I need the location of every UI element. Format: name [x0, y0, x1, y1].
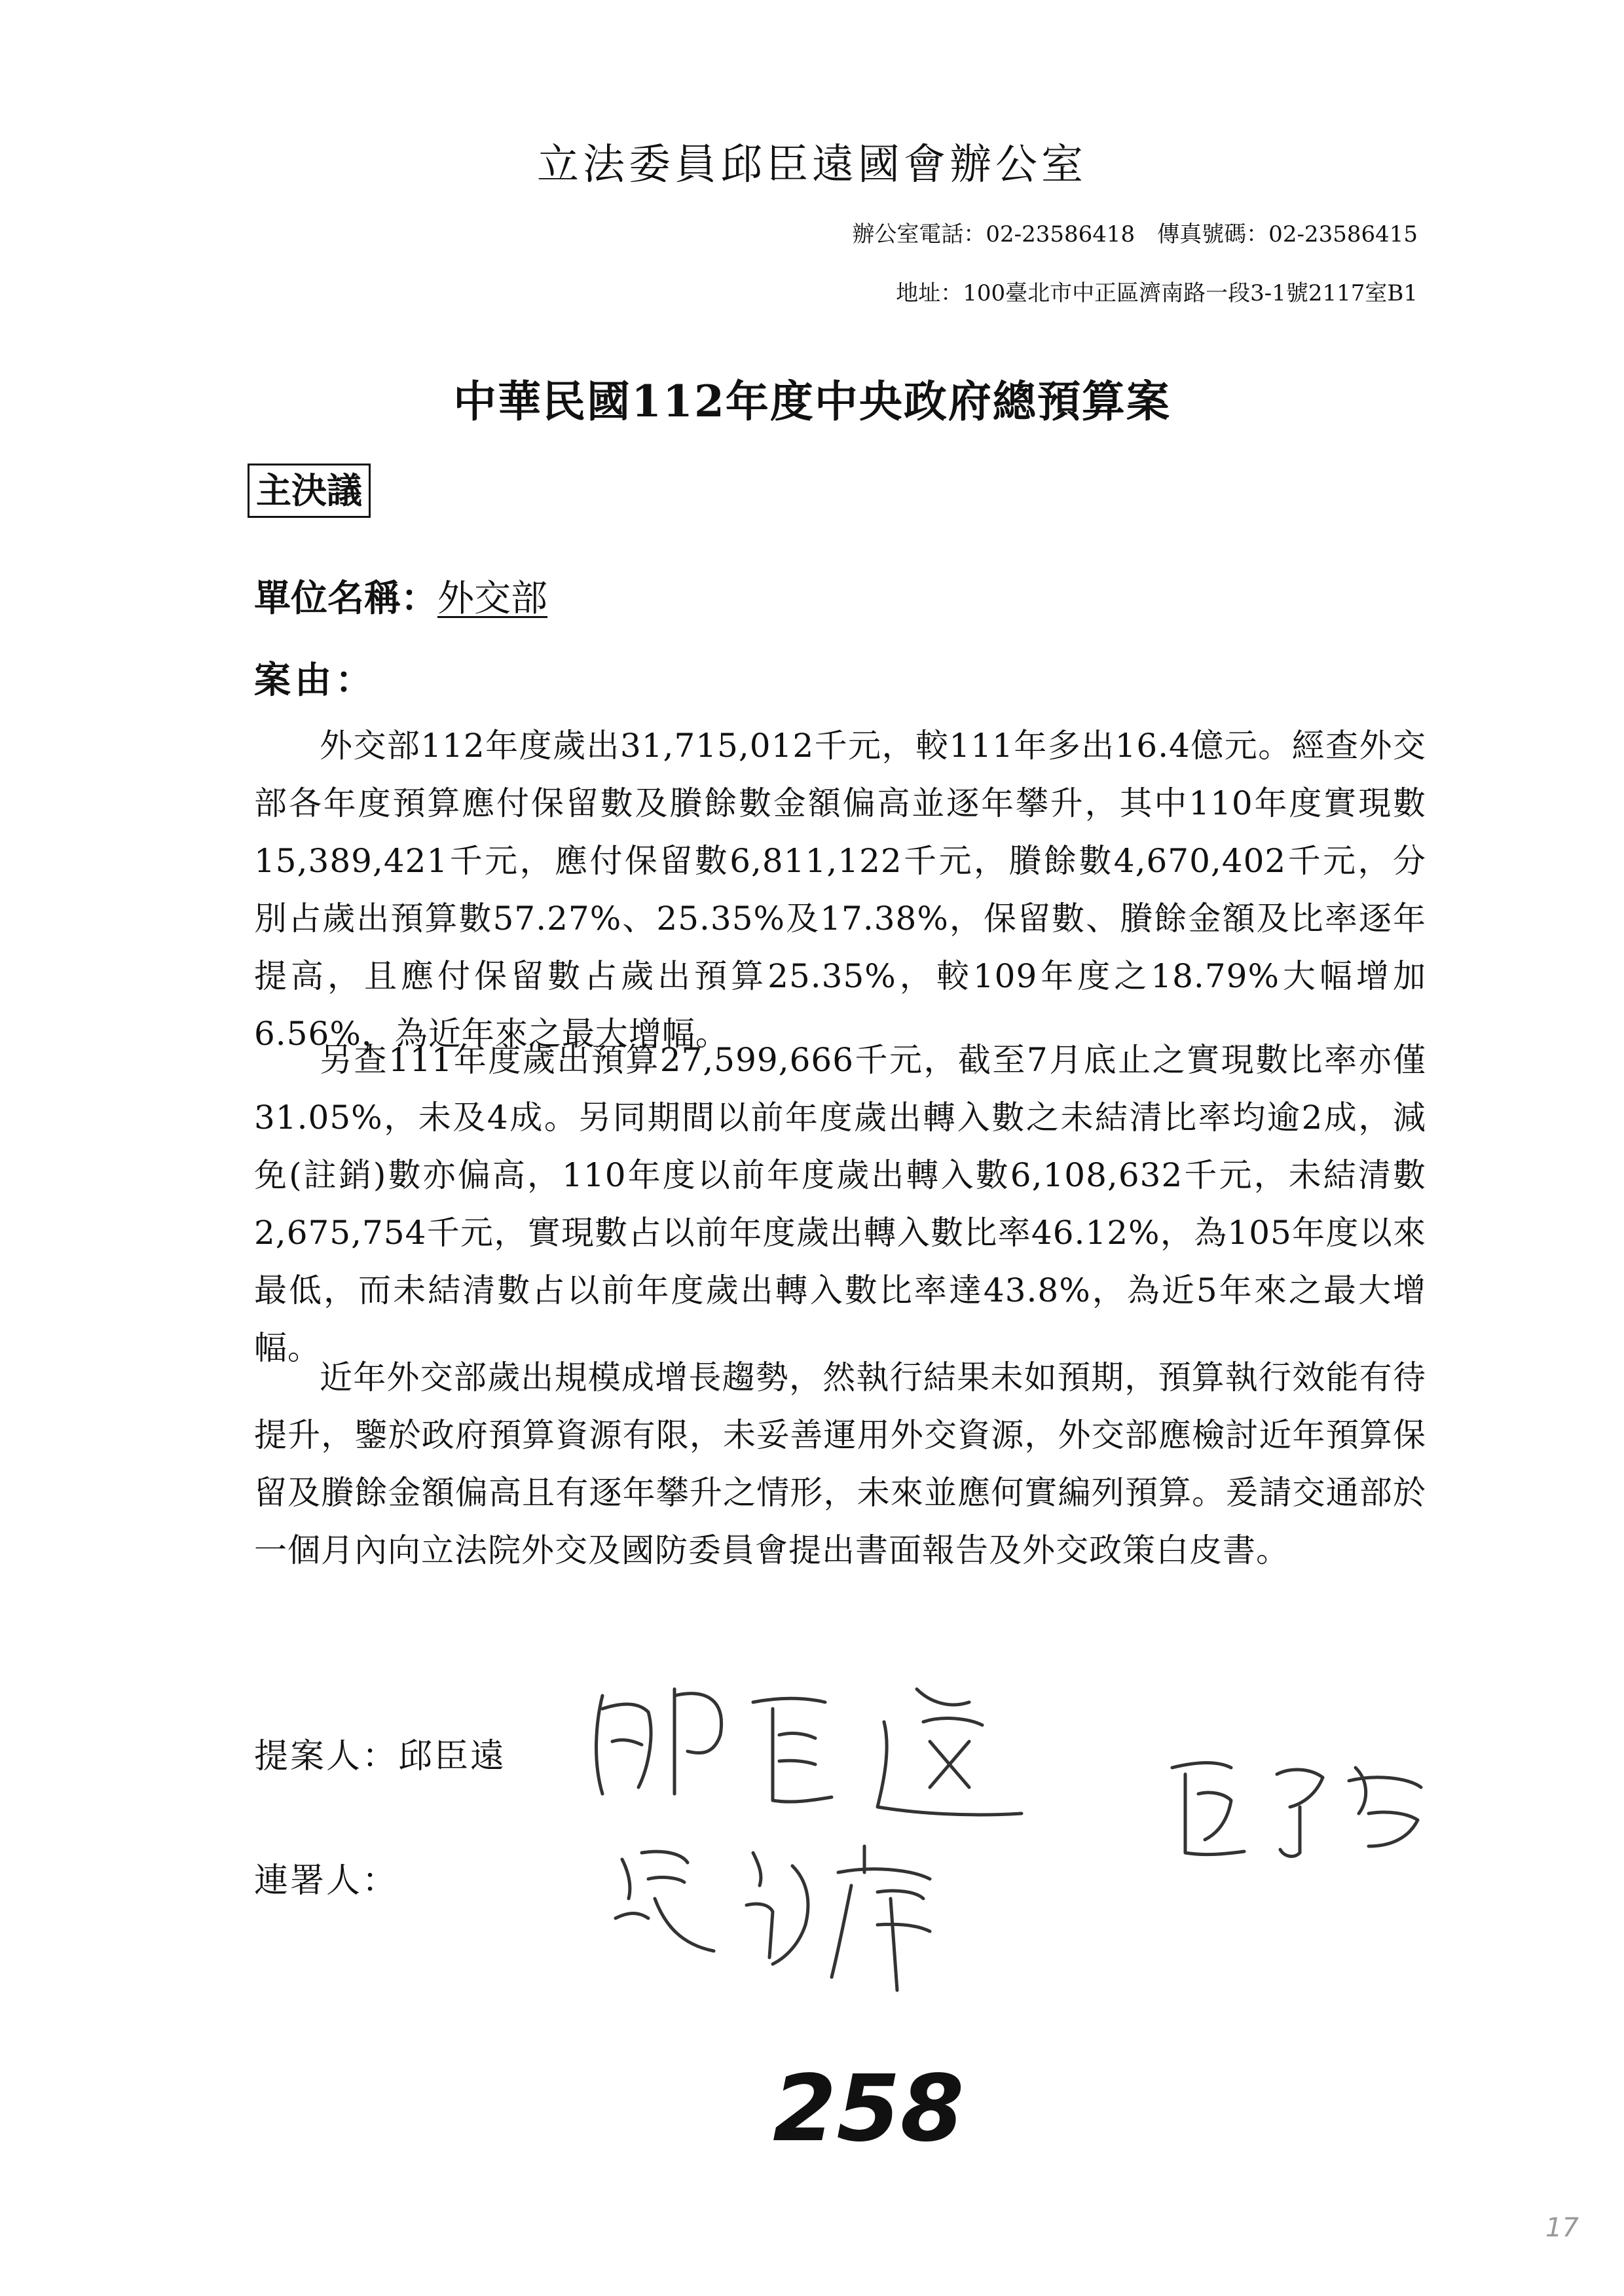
office-title: 立法委員邱臣遠國會辦公室 — [537, 141, 1087, 189]
proposer-label: 提案人：邱臣遠 — [254, 1737, 507, 1776]
reason-paragraph-1: 外交部112年度歲出31,715,012千元，較111年多出16.4億元。經查外交部各年度預算應付保留數及賸餘數金額偏高並逐年攀升，其中110年度實現數15,389,421千元，應付保留數6,811,122千元，賸餘數4,670,402千元，分別占歲出預算數57.27%、25.35%及17.38%，保留數、賸餘金額及比率逐年提高，且應付保留數占歲出預算25.35%，較109年度之18.79%大幅增加6.56%，為近年來之最大增幅。 — [254, 727, 1426, 1053]
reason-label: 案由： — [254, 659, 376, 702]
address-line: 地址：100臺北市中正區濟南路一段3-1號2117室B1 — [896, 280, 1418, 306]
cosigner-signature-2 — [602, 1827, 1022, 1997]
cosigner-label: 連署人： — [254, 1861, 399, 1901]
reason-paragraph-3: 近年外交部歲出規模成增長趨勢，然執行結果未如預期，預算執行效能有待提升，鑒於政府預算資源有限，未妥善運用外交資源，外交部應檢討近年預算保留及賸餘金額偏高且有逐年攀升之情形，未來並應何實編列預算。爰請交通部於一個月內向立法院外交及國防委員會提出書面報告及外交政策白皮書。 — [254, 1358, 1426, 1569]
unit-line — [254, 570, 547, 622]
contact-line: 辦公室電話：02-23586418 傳真號碼：02-23586415 — [852, 221, 1418, 247]
margin-mark: 17 — [1545, 2213, 1579, 2243]
resolution-label-box: 主決議 — [248, 464, 371, 518]
proposer-signature — [576, 1663, 1100, 1833]
cosigner-signature-1 — [1159, 1741, 1434, 1872]
unit-value: 外交部 — [437, 577, 547, 620]
unit-label: 單位名稱： — [254, 577, 437, 620]
document-title: 中華民國112年度中央政府總預算案 — [453, 376, 1171, 427]
reason-paragraph-2: 另查111年度歲出預算27,599,666千元，截至7月底止之實現數比率亦僅31.05%，未及4成。另同期間以前年度歲出轉入數之未結清比率均逾2成，減免(註銷)數亦偏高，110年度以前年度歲出轉入數6,108,632千元，未結清數2,675,754千元，實現數占以前年度歲出轉入數比率46.12%，為105年度以來最低，而未結清數占以前年度歲出轉入數比率達43.8%，為近5年來之最大增幅。 — [254, 1041, 1426, 1367]
handwritten-page-number: 258 — [773, 2056, 965, 2162]
